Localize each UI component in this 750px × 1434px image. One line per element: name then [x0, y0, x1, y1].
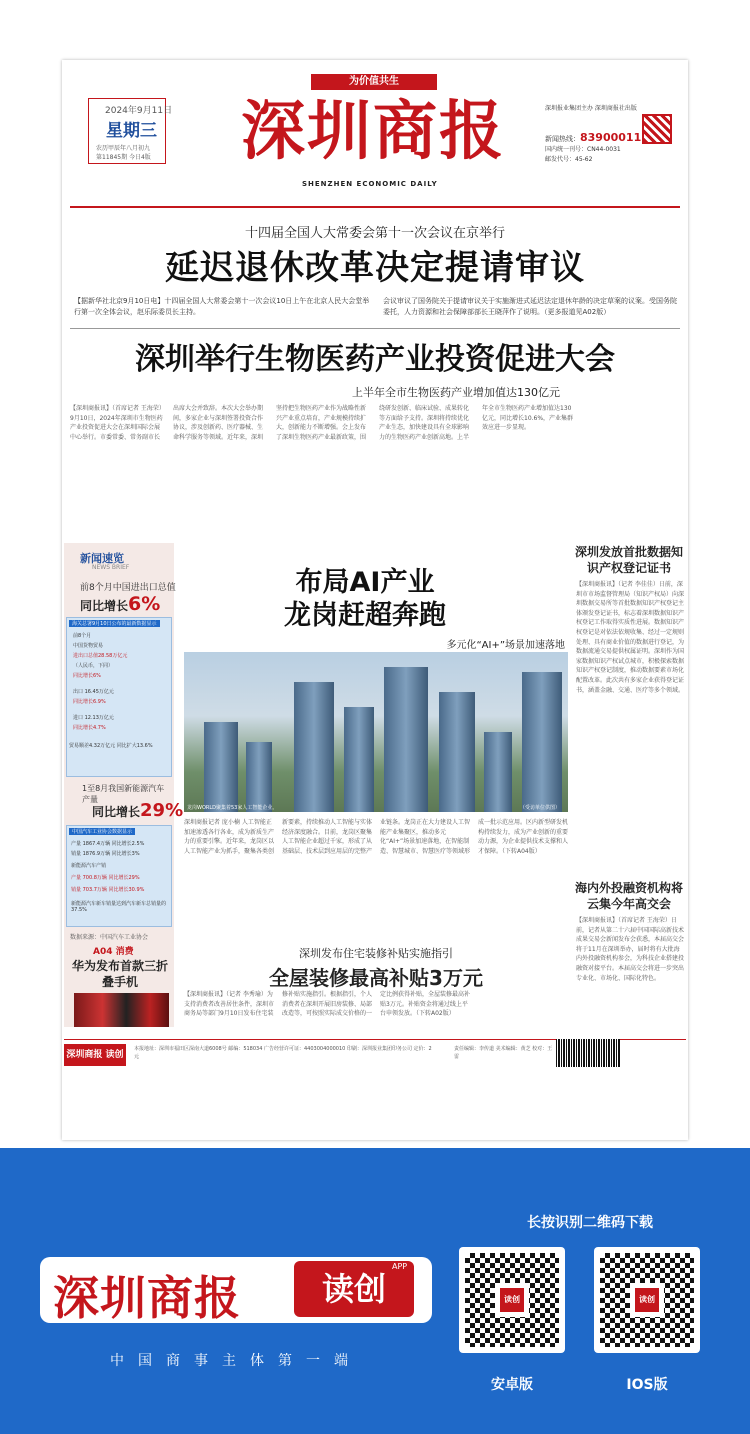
- divider: [70, 328, 680, 329]
- lead-kicker: 十四届全国人大常委会第十一次会议在京举行: [244, 226, 505, 241]
- panel1-line: （人民币，下同）: [73, 663, 114, 669]
- hotline: 新闻热线：83900011: [545, 131, 642, 144]
- ios-label: IOS版: [626, 1377, 668, 1393]
- app-slogan: 中国商事主体第一端: [110, 1353, 362, 1369]
- panel1-line: 同比增长6.9%: [73, 699, 106, 705]
- housing-kicker: 深圳发布住宅装修补贴实施指引: [299, 947, 453, 960]
- panel2-line: 新能源汽车新车销量达到汽车新车总销量的37.5%: [71, 901, 167, 913]
- panel1-line: 进口 12.13万亿元: [73, 715, 114, 721]
- issue-lunar: 农历甲辰年八月初九 第11845期 今日4版: [96, 145, 151, 161]
- masthead-qr-icon: [642, 114, 672, 144]
- second-subhead: 上半年全市生物医药产业增加值达130亿元: [352, 386, 560, 399]
- second-body: 【深圳商报讯】（首席记者 王海荣）9月10日，2024年深圳市生物医药产业投资促进大会在深圳国际会展中心举行。市委常委、常务副市长出席大会并致辞。本次大会举办期间，多家企业与深圳签署投资合作协议，涉及创新药、医疗器械、生命科学服务等领域。近年来，深圳坚持把生物医药产业作为战略性新兴产业重点培育，产业规模持续扩大，创新能力不断增强。会上发布了深圳生物医药产业最新政策，围绕研发创新、临床试验、成果转化等方面给予支持。深圳将持续优化产业生态，加快建设具有全球影响力的生物医药产业创新高地。上半年全市生物医药产业增加值达130亿元，同比增长10.6%，产业集群效应进一步显现。: [70, 405, 574, 441]
- panel1-line: 同比增长4.7%: [73, 725, 106, 731]
- app-tag: APP: [392, 1262, 408, 1271]
- app-logo: 深圳商报: [53, 1271, 241, 1325]
- brief-item1-stat: 同比增长6%: [80, 593, 161, 615]
- barcode: [556, 1039, 620, 1067]
- feature-body: 深圳商报记者 庞小楠 人工智能正加速渗透各行各业，成为新质生产力的重要引擎。近年来，龙岗区以人工智能产业为抓手，聚集各类创新要素，持续推动人工智能与实体经济深度融合。目前，龙岗区聚集人工智能企业超过千家，形成了从基础层、技术层到应用层的完整产业链条。龙岗正在大力建设人工智能产业集聚区，推动多元化“AI+”场景加速落地，在智能制造、智慧城市、智慧医疗等领域形成一批示范应用。区内新型研发机构持续发力，成为产业创新的重要动力源，为企业提供技术支撑和人才保障。（下转A04版）: [184, 819, 568, 855]
- skyline-photo: [184, 652, 568, 812]
- panel1-line: 出口 16.45万亿元: [73, 689, 114, 695]
- lead-headline: 延迟退休改革决定提请审议: [165, 248, 585, 288]
- brief-item1-label: 前8个月中国进出口总值: [80, 583, 176, 593]
- masthead-title: 深圳商报: [241, 94, 505, 169]
- panel1-line: 中国货物贸易: [73, 643, 104, 649]
- panel1-line: 进出口总值28.58万亿元: [73, 653, 128, 659]
- panel1-line: 前8个月: [73, 633, 92, 639]
- footer-logo: 深圳商报 读创: [64, 1044, 126, 1066]
- publisher-info: 深圳报业集团主办 深圳商报社出版: [545, 105, 637, 112]
- footer-editor: 责任编辑：李传道 美术编辑：黄芝 校对：王雷: [454, 1046, 553, 1060]
- lead-body-right: 会议审议了国务院关于提请审议关于实施渐进式延迟法定退休年龄的决定草案的议案。受国务院委托，人力资源和社会保障部部长王晓萍作了说明。（更多报道见A02版）: [383, 297, 677, 316]
- panel2-line: 新能源汽车产销: [71, 863, 107, 869]
- phone-image: [74, 993, 169, 1027]
- download-title: 长按识别二维码下载: [527, 1215, 653, 1231]
- issue-date: 2024年9月11日: [105, 106, 173, 116]
- issue-weekday: 星期三: [106, 121, 157, 141]
- masthead-slogan: 为价值共生: [311, 74, 437, 90]
- brief-title: 新闻速览: [80, 552, 124, 565]
- panel2-line: 产量 1867.4万辆 同比增长2.5%: [71, 841, 145, 847]
- panel2-line: 销量 1876.9万辆 同比增长3%: [71, 851, 140, 857]
- feature-subhead: 多元化“AI+”场景加速落地: [446, 640, 565, 651]
- ios-qr-code[interactable]: [594, 1247, 700, 1353]
- housing-body: 【深圳商报讯】（记者 李秀瑜）为支持消费者改善居住条件，深圳市商务局等部门9月10日发布住宅装修补贴实施指引。根据指引，个人消费者在深圳开展旧房装修、局部改造等，可按照实际成交价格的一定比例获得补贴，全屋装修最高补贴3万元。补贴资金将通过线上平台申领发放。（下转A02版）: [184, 991, 471, 1017]
- brief-item2-stat: 同比增长29%: [92, 800, 184, 821]
- brief-item2-label: 1至8月我国新能源汽车产量: [82, 784, 165, 804]
- masthead-title-en: SHENZHEN ECONOMIC DAILY: [302, 180, 438, 188]
- hitech-fair-body: 【深圳商报讯】（首席记者 王海荣）日前，记者从第二十六届中国国际高新技术成果交易会新闻发布会获悉，本届高交会将于11月在深圳举办，届时将有大批海内外投融资机构参会，为科技企业搭建投融资对接平台。本届高交会将进一步突出专业化、市场化、国际化特色。: [576, 917, 684, 982]
- panel1-line: 贸易顺差4.32万亿元 同比扩大13.6%: [69, 743, 153, 749]
- brief-title-en: NEWS BRIEF: [92, 564, 130, 571]
- android-qr-code[interactable]: [459, 1247, 565, 1353]
- hitech-fair-headline: 海内外投融资机构将云集今年高交会: [574, 881, 683, 911]
- masthead-rule: [70, 206, 680, 208]
- second-headline: 深圳举行生物医药产业投资促进大会: [135, 342, 615, 377]
- panel2-line: 销量 703.7万辆 同比增长30.9%: [71, 887, 145, 893]
- qr-center-logo: 读创: [635, 1288, 659, 1312]
- feature-headline: 布局AI产业 龙岗赶超奔跑: [284, 567, 446, 631]
- panel2-title: 中国汽车工业协会数据显示: [69, 828, 135, 835]
- trade-data-panel: [66, 617, 172, 777]
- footer-info: 本报地址：深圳市福田区深南大道6008号 邮编：518034 广告经营许可证：4403004000010 印刷：深圳报业集团印务公司 定价：2元: [134, 1046, 432, 1060]
- panel1-title: 海关总署9月10日公布的最新数据显示: [69, 620, 160, 627]
- qr-center-logo: 读创: [500, 1288, 524, 1312]
- panel1-line: 同比增长6%: [73, 673, 101, 679]
- housing-headline: 全屋装修最高补贴3万元: [269, 966, 483, 990]
- brief-source: 数据来源：中国汽车工业协会: [70, 934, 149, 941]
- photo-credit: （受访单位供图）: [520, 805, 561, 811]
- lead-body-left: 【据新华社北京9月10日电】十四届全国人大常委会第十一次会议10日上午在北京人民大会堂举行第一次全体会议，赵乐际委员长主持。: [74, 297, 370, 316]
- android-label: 安卓版: [491, 1377, 533, 1393]
- data-ip-headline: 深圳发放首批数据知识产权登记证书: [574, 545, 683, 575]
- app-name: 读创: [294, 1261, 414, 1317]
- registration-info: 国内统一刊号：CN44-0031 邮发代号：45-62: [545, 146, 621, 163]
- photo-caption: 龙岗WORLD聚集着53家人工智能企业。: [187, 805, 278, 811]
- panel2-line: 产量 700.8万辆 同比增长29%: [71, 875, 140, 881]
- promo-headline: 华为发布首款三折叠手机: [71, 959, 168, 989]
- promo-kicker: A04 消费: [93, 947, 134, 957]
- auto-data-panel: [66, 825, 172, 927]
- data-ip-body: 【深圳商报讯】（记者 李佳佳）日前，深圳市市场监督管理局（知识产权局）向深圳数据交易所等首批数据知识产权登记主体颁发登记证书，标志着深圳数据知识产权登记工作取得实质性进展。数据知识产权登记是对依法依规收集、经过一定规则处理、具有商业价值的数据进行登记，为数据流通交易提供权属证明。深圳作为国家数据知识产权试点城市，积极探索数据知识产权登记制度，推动数据要素市场化配置改革。此次共有多家企业获得登记证书，涵盖金融、交通、医疗等多个领域。: [576, 581, 684, 694]
